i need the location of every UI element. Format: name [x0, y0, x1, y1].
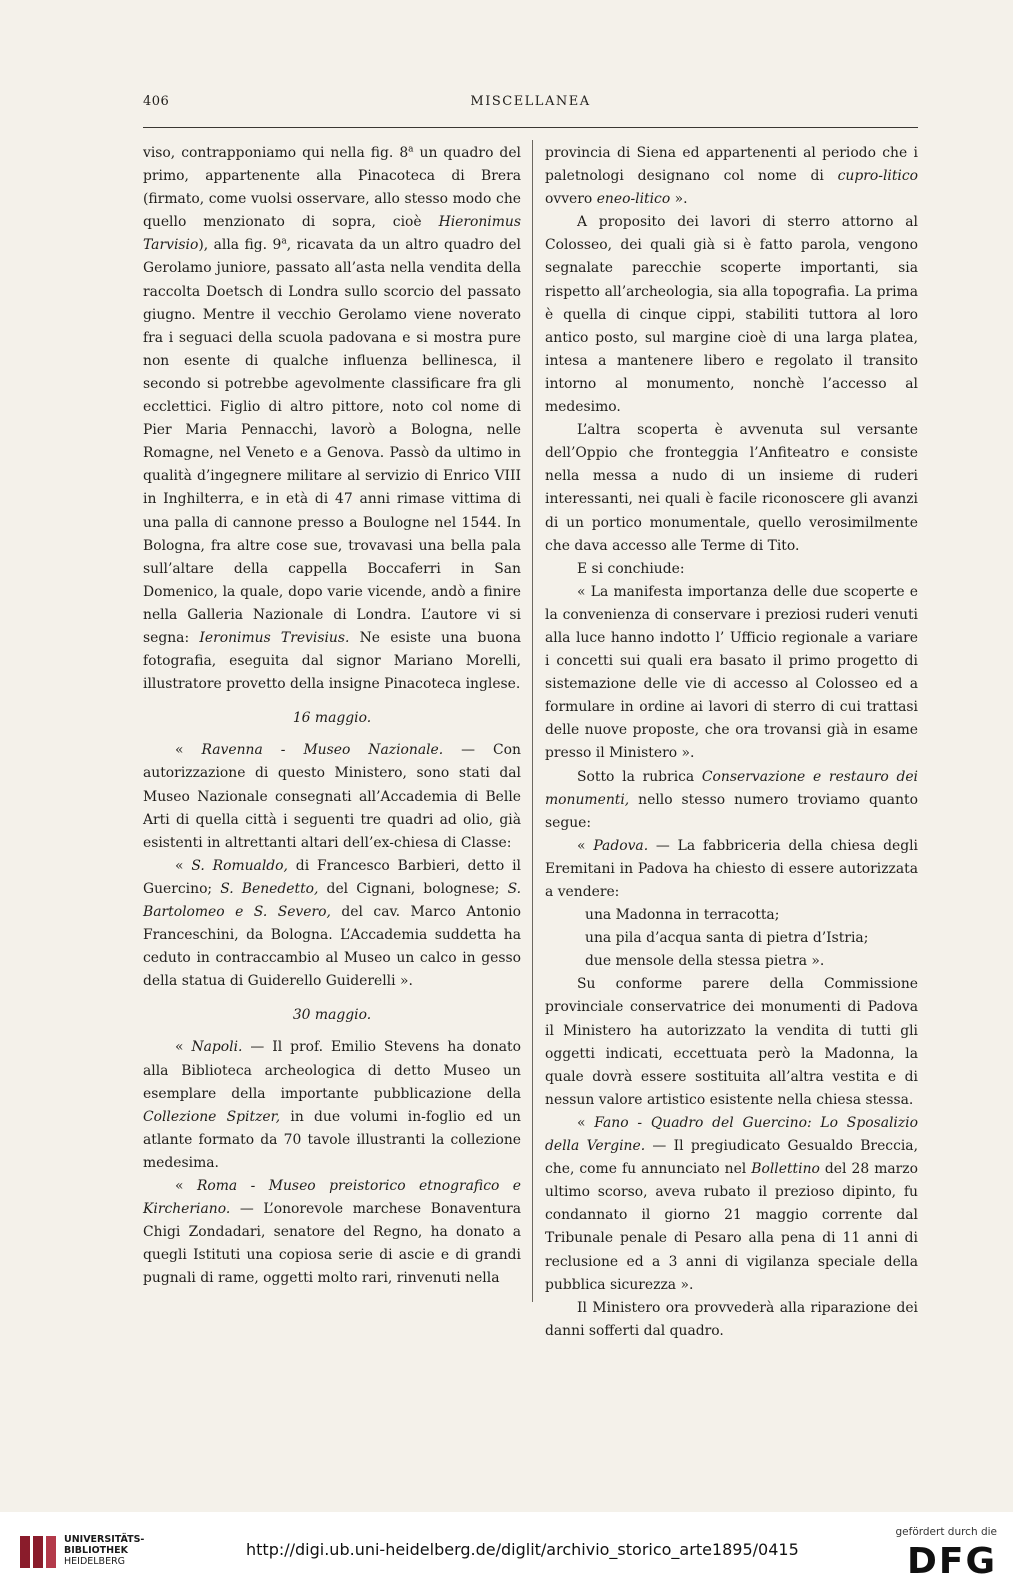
list-item: una Madonna in terracotta;: [585, 907, 780, 924]
paragraph-manifesta: « La manifesta importanza delle due scoperte e la convenienza di conservare i preziosi ruderi venuti alla luce hanno indotto l’ Ufficio regionale a variare i concetti sui quali era basato il primo progetto di sistemazione delle vie di accesso al Colosseo ed a formulare in ordine ai lavori di sterro di cui trattasi delle nuove proposte, che ora trovansi già in esame presso il Ministero ».: [545, 583, 918, 762]
paragraph-altra-scoperta: L’altra scoperta è avvenuta sul versante dell’Oppio che fronteggia l’Anfiteatro e consiste nella messa a nudo di un insieme di ruderi interessanti, nei quali è facile riconoscere gli avanzi di un portico monumentale, quello verosimilmente che dava accesso alle Terme di Tito.: [545, 422, 918, 554]
column-divider: [532, 140, 533, 1302]
paragraph-fano: « Fano - Quadro del Guercino: Lo Sposalizio della Vergine. — Il pregiudicato Gesualdo Breccia, che, come fu annunciato nel Bollettino del 28 marzo ultimo scorso, aveva rubato il prezioso dipinto, fu condannato il giorno 21 maggio corrente dal Tribunale penale di Pesaro alla pena di 11 anni di reclusione ed a 3 anni di vigilanza speciale della pubblica sicurezza ».: [545, 1114, 918, 1293]
sponsor-note: gefördert durch die: [895, 1526, 997, 1538]
university-library-name: UNIVERSITÄTS- BIBLIOTHEK HEIDELBERG: [64, 1534, 145, 1567]
footer-bar: [0, 1512, 1013, 1591]
list-item: due mensole della stessa pietra ».: [585, 953, 825, 970]
date-heading-30-maggio: 30 maggio.: [292, 1007, 372, 1024]
right-column: [545, 142, 918, 1343]
paragraph-conforme: Su conforme parere della Commissione provinciale conservatrice dei monumenti di Padova il Ministero ha autorizzato la vendita di tutti gli oggetti indicati, eccettuata però la Madonna, la quale dovrà essere sostituita all’altra vestita e di nessun valore artistico esistente nella chiesa stessa.: [545, 976, 918, 1108]
date-heading-16-maggio: 16 maggio.: [292, 710, 372, 727]
university-library-logo-icon: [18, 1532, 58, 1572]
paragraph-continuation: provincia di Siena ed appartenenti al periodo che i paletnologi designano col nome di cupro-litico ovvero eneo-litico ».: [545, 145, 918, 208]
page-title: MISCELLANEA: [470, 94, 591, 109]
paragraph-roma: « Roma - Museo preistorico etnografico e Kircheriano. — L’onorevole marchese Bonaventura Chigi Zondadari, senatore del Regno, ha donato a quegli Istituti una copiosa serie di ascie e di grandi pugnali di rame, oggetti molto rari, rinvenuti nella: [143, 1178, 521, 1287]
paragraph-final: Il Ministero ora provvederà alla riparazione dei danni sofferti dal quadro.: [545, 1299, 918, 1339]
paragraph-padova: « Padova. — La fabbriceria della chiesa degli Eremitani in Padova ha chiesto di essere autorizzata a vendere:: [545, 837, 918, 900]
paragraph-intro: viso, contrapponiamo qui nella fig. 8$^a$ un quadro del primo, appartenente alla Pinacoteca di Brera (firmato, come vuolsi osservare, allo stesso modo che quello menzionato di sopra, cioè Hieronimus Tarvisio), alla fig. 9$^a$, ricavata da un altro quadro del Gerolamo juniore, passato all’asta nella vendita della raccolta Doetsch di Londra sullo scorcio del passato giugno. Mentre il vecchio Gerolamo viene noverato fra i seguaci della scuola padovana e si mostra pure non esente di qualche influenza bellinesca, il secondo si potrebbe agevolmente classificare fra gli ecclettici. Figlio di altro pittore, noto col nome di Pier Maria Pennacchi, lavorò a Bologna, nelle Romagne, nel Veneto e a Genova. Passò da ultimo in qualità d’ingegnere militare al servizio di Enrico VIII in Inghilterra, e in età di 47 anni rimase vittima di una palla di cannone presso a Boulogne nel 1544. In Bologna, fra altre cose sue, trovavasi una bella pala sull’altare della cappella Boccaferri in San Domenico, la quale, dopo varie vicende, andò a finire nella Galleria Nazionale di Londra. L’autore vi si segna: Ieronimus Trevisius. Ne esiste una buona fotografia, eseguita dal signor Mariano Morelli, illustratore provetto della insigne Pinacoteca inglese.: [143, 144, 521, 693]
paragraph-conchiude: E si conchiude:: [577, 560, 685, 577]
source-url-link[interactable]: http://digi.ub.uni-heidelberg.de/diglit/archivio_storico_arte1895/0415: [246, 1540, 799, 1559]
dfg-logo: DFG: [906, 1541, 997, 1582]
left-column: [143, 142, 521, 1291]
page-number: 406: [143, 94, 170, 109]
paragraph-proposito: A proposito dei lavori di sterro attorno al Colosseo, dei quali già si è fatto parola, vengono segnalate parecchie scoperte importanti, sia rispetto all’archeologia, sia alla topografia. La prima è quella di cinque cippi, stabiliti tuttora al loro antico posto, sul margine cioè di una larga platea, intesa a mantenere libero e regolato il transito intorno al monumento, nonchè l’accesso al medesimo.: [545, 214, 918, 416]
running-header: [143, 92, 918, 116]
paragraph-ravenna: « Ravenna - Museo Nazionale. — Con autorizzazione di questo Ministero, sono stati dal Museo Nazionale consegnati all’Accademia di Belle Arti di quella città i seguenti tre quadri ad olio, già esistenti in altrettanti altari dell’ex-chiesa di Classe:: [143, 742, 521, 851]
paragraph-napoli: « Napoli. — Il prof. Emilio Stevens ha donato alla Biblioteca archeologica di detto Museo un esemplare della importante pubblicazione della Collezione Spitzer, in due volumi in-foglio ed un atlante formato da 70 tavole illustranti la collezione medesima.: [143, 1039, 521, 1171]
paragraph-rubrica: Sotto la rubrica Conservazione e restauro dei monumenti, nello stesso numero troviamo quanto segue:: [545, 768, 919, 831]
paragraph-works: « S. Romualdo, di Francesco Barbieri, detto il Guercino; S. Benedetto, del Cignani, bolognese; S. Bartolomeo e S. Severo, del cav. Marco Antonio Franceschini, da Bologna. L’Accademia suddetta ha ceduto in contraccambio al Museo un calco in gesso della statua di Guiderello Guiderelli ».: [143, 857, 522, 990]
header-rule: [143, 127, 918, 128]
list-item: una pila d’acqua santa di pietra d’Istria;: [585, 930, 869, 947]
